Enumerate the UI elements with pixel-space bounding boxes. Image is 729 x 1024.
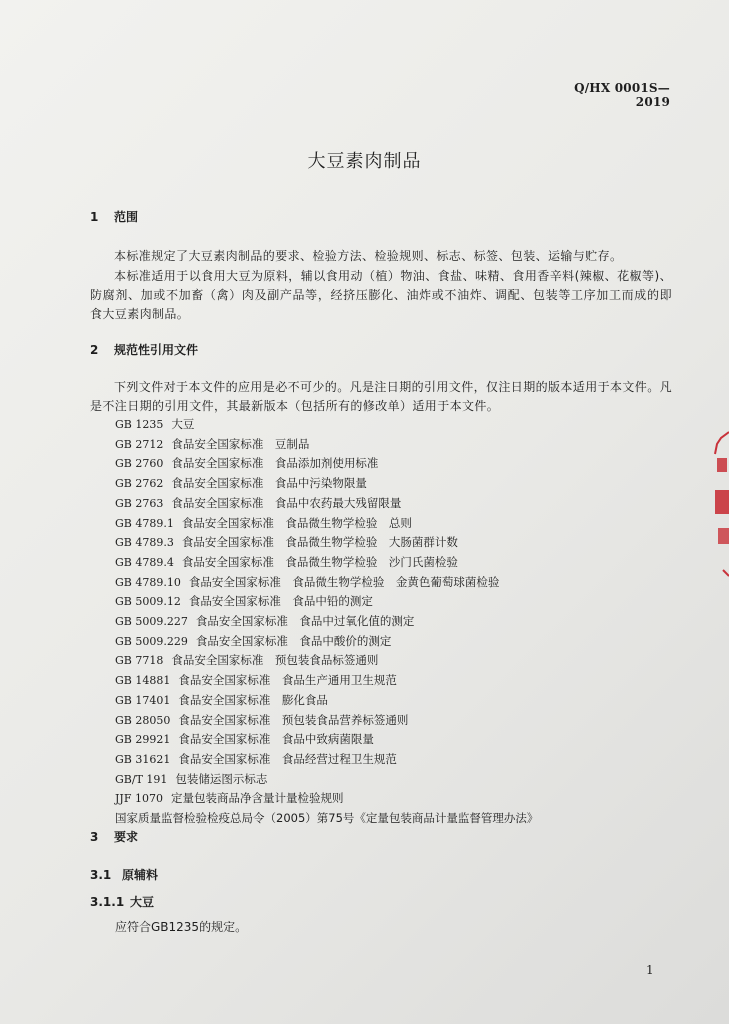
reference-item: GB 14881 食品安全国家标准 食品生产通用卫生规范 xyxy=(115,673,397,688)
reference-item: 国家质量监督检验检疫总局令（2005）第75号《定量包装商品计量监督管理办法》 xyxy=(115,811,539,826)
section-3-number: 3 xyxy=(90,830,99,844)
reference-item: GB 2762 食品安全国家标准 食品中污染物限量 xyxy=(115,476,367,491)
reference-item: GB 2760 食品安全国家标准 食品添加剂使用标准 xyxy=(115,456,379,471)
reference-item: GB 2763 食品安全国家标准 食品中农药最大残留限量 xyxy=(115,495,402,510)
section-1-number: 1 xyxy=(90,210,99,224)
reference-item: GB 5009.227 食品安全国家标准 食品中过氧化值的测定 xyxy=(115,614,415,629)
scope-paragraph-2: 本标准适用于以食用大豆为原料，辅以食用动（植）物油、食盐、味精、食用香辛料(辣椒、花椒等)、防腐剂、加或不加畜（禽）肉及副产品等，经挤压膨化、油炸或不油炸、调配、包装等工序加工而成的即食大豆素肉制品。 xyxy=(90,269,672,321)
reference-list xyxy=(115,415,675,828)
section-3-heading xyxy=(90,828,138,845)
document-title: 大豆素肉制品 xyxy=(307,151,422,172)
scope-paragraph-1: 本标准规定了大豆素肉制品的要求、检验方法、检验规则、标志、标签、包装、运输与贮存。 xyxy=(114,249,623,263)
subsection-3-1-heading xyxy=(90,866,158,883)
standard-code: Q/HX 0001S—2019 xyxy=(574,81,670,109)
reference-item: GB 28050 食品安全国家标准 预包装食品营养标签通则 xyxy=(115,712,409,727)
reference-item: GB 4789.10 食品安全国家标准 食品微生物学检验 金黄色葡萄球菌检验 xyxy=(115,574,500,589)
reference-item: GB 2712 食品安全国家标准 豆制品 xyxy=(115,436,310,451)
reference-item: GB 5009.229 食品安全国家标准 食品中酸价的测定 xyxy=(115,633,392,648)
subsection-3-1-1-title: 大豆 xyxy=(130,895,155,909)
section-2-title: 规范性引用文件 xyxy=(114,343,199,357)
section-3-title: 要求 xyxy=(114,830,139,844)
section-2-heading xyxy=(90,341,198,358)
reference-item: GB 4789.3 食品安全国家标准 食品微生物学检验 大肠菌群计数 xyxy=(115,535,458,550)
reference-item: JJF 1070 定量包装商品净含量计量检验规则 xyxy=(115,791,344,806)
reference-item: GB 4789.4 食品安全国家标准 食品微生物学检验 沙门氏菌检验 xyxy=(115,554,458,569)
reference-item: GB 5009.12 食品安全国家标准 食品中铅的测定 xyxy=(115,594,373,609)
subsection-3-1-1-heading xyxy=(90,893,154,910)
subsection-3-1-number: 3.1 xyxy=(90,868,112,882)
section-1-title: 范围 xyxy=(114,210,139,224)
references-intro: 下列文件对于本文件的应用是必不可少的。凡是注日期的引用文件，仅注日期的版本适用于本文件。凡是不注日期的引用文件，其最新版本（包括所有的修改单）适用于本文件。 xyxy=(90,380,673,413)
reference-item: GB 1235 大豆 xyxy=(115,417,195,431)
subsection-3-1-title: 原辅料 xyxy=(122,868,159,882)
reference-item: GB 29921 食品安全国家标准 食品中致病菌限量 xyxy=(115,732,374,747)
seal-stamp-fragment xyxy=(709,430,729,580)
section-1-heading xyxy=(90,208,138,225)
reference-item: GB/T 191 包装储运图示标志 xyxy=(115,771,268,786)
reference-item: GB 7718 食品安全国家标准 预包装食品标签通则 xyxy=(115,653,379,668)
section-2-number: 2 xyxy=(90,343,99,357)
page-number: 1 xyxy=(646,963,654,977)
reference-item: GB 31621 食品安全国家标准 食品经营过程卫生规范 xyxy=(115,751,397,766)
subsection-3-1-1-number: 3.1.1 xyxy=(90,895,125,909)
reference-item: GB 4789.1 食品安全国家标准 食品微生物学检验 总则 xyxy=(115,515,412,530)
soybean-requirement-text: 应符合GB1235的规定。 xyxy=(115,920,248,934)
reference-item: GB 17401 食品安全国家标准 膨化食品 xyxy=(115,692,328,707)
